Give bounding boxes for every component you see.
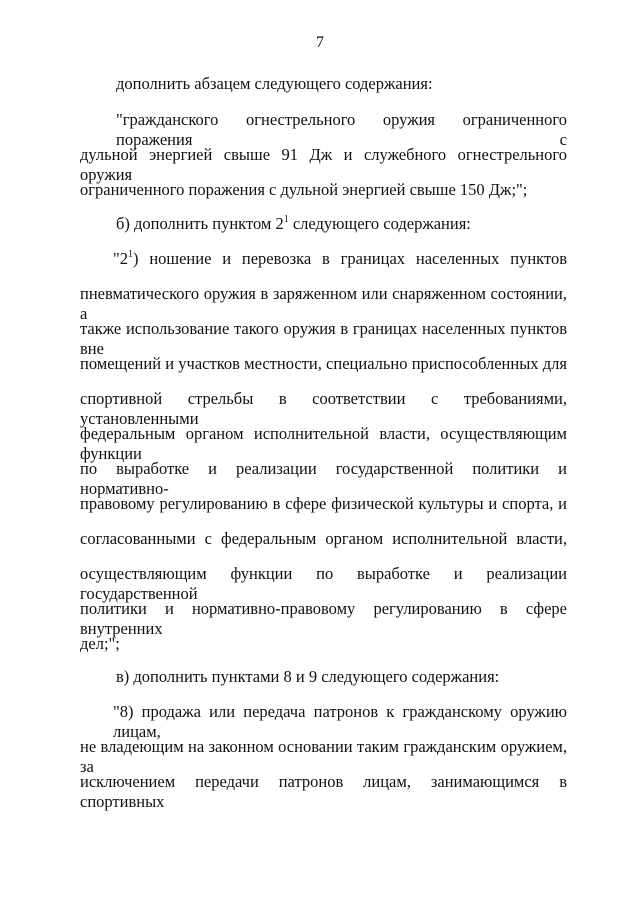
paragraph-line: спортивной стрельбы в соответствии с требованиями, установленными <box>80 389 567 428</box>
paragraph-line: не владеющим на законном основании таким гражданским оружием, за <box>80 737 567 776</box>
paragraph-line: дополнить абзацем следующего содержания: <box>116 74 433 93</box>
subpoint-b-heading <box>116 214 567 234</box>
paragraph-line <box>113 249 567 269</box>
paragraph-line: по выработке и реализации государственной политики и нормативно- <box>80 459 567 498</box>
paragraph-line: дульной энергией свыше 91 Дж и служебного огнестрельного оружия <box>80 145 567 184</box>
paragraph-line: также использование такого оружия в границах населенных пунктов вне <box>80 319 567 358</box>
paragraph-line: политики и нормативно-правовому регулированию в сфере внутренних <box>80 599 567 638</box>
superscript: 1 <box>283 213 289 225</box>
paragraph-line: правовому регулированию в сфере физической культуры и спорта, и <box>80 494 567 513</box>
paragraph-line: пневматического оружия в заряженном или снаряженном состоянии, а <box>80 284 567 323</box>
paragraph-line: ограниченного поражения с дульной энергией свыше 150 Дж;"; <box>80 180 528 199</box>
paragraph-line: помещений и участков местности, специально приспособленных для <box>80 354 567 373</box>
subpoint-v-heading: в) дополнить пунктами 8 и 9 следующего содержания: <box>116 667 500 686</box>
subpoint-b-text: б) дополнить пунктом 2 <box>116 214 284 233</box>
paragraph-line: "8) продажа или передача патронов к гражданскому оружию лицам, <box>113 702 567 741</box>
paragraph-line: осуществляющим функции по выработке и реализации государственной <box>80 564 567 603</box>
paragraph-line: федеральным органом исполнительной власти, осуществляющим функции <box>80 424 567 463</box>
paragraph-line: согласованными с федеральным органом исполнительной власти, <box>80 529 567 548</box>
point-2-1-text: ) ношение и перевозка в границах населенных пунктов <box>133 249 567 268</box>
paragraph-line: исключением передачи патронов лицам, занимающимся в спортивных <box>80 772 567 811</box>
subpoint-b-text-end: следующего содержания: <box>288 214 471 233</box>
paragraph-line: дел;"; <box>80 634 120 653</box>
page-number: 7 <box>316 34 324 51</box>
point-2-1-start: "2 <box>113 249 128 268</box>
paragraph-line: "гражданского огнестрельного оружия ограниченного поражения с <box>116 110 567 149</box>
superscript: 1 <box>128 248 133 260</box>
